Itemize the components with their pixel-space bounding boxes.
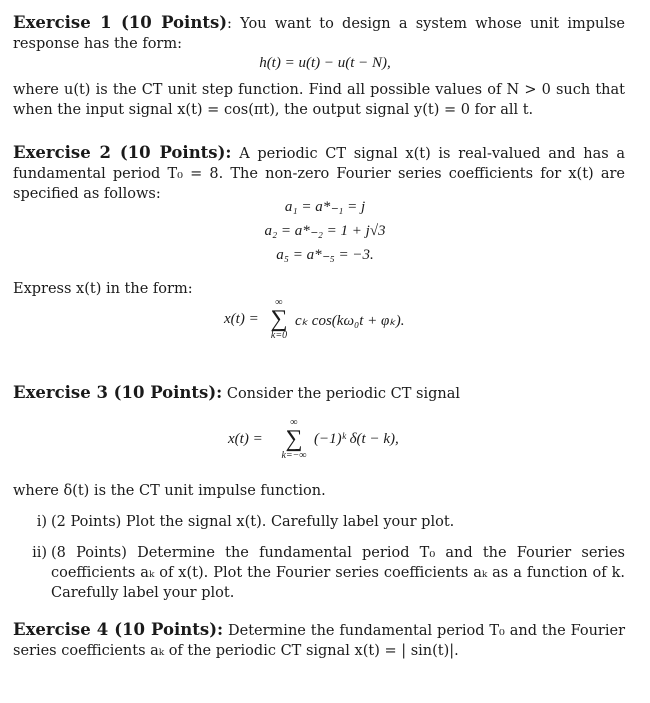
exercise-2-intro-text: A periodic CT signal x(t) is real-valued and has a fundamental period T₀ = 8. The non-zero Fourier series coefficients for x(t) are specified as follows: [13,146,625,202]
exercise-3-form-lhs: x(t) = [228,431,263,447]
exercise-1-intro-text: : You want to design a system whose unit impulse response has the form: [13,16,626,52]
exercise-2-express: Express x(t) in the form: [13,281,193,297]
exercise-4-body: Determine the fundamental period T₀ and the Fourier series coefficients aₖ of the periodic CT signal x(t) = | sin(t)|. [13,623,625,659]
exercise-2-coef-3: a₅ = a*₋₅ = −3. [276,247,374,263]
exercise-3-intro-text: Consider the periodic CT signal [222,386,461,402]
item-text: (8 Points) Determine the fundamental period T₀ and the Fourier series coefficients aₖ of x(t). Plot the Fourier series coefficients aₖ as a function of k. Carefully label your plot. [51,545,625,601]
exercise-2-form-rhs: cₖ cos(kω₀t + φₖ). [295,313,405,329]
exercise-2-coef-1: a₁ = a*₋₁ = j [284,199,366,215]
exercise-3-summation [276,417,312,461]
exercise-3-title: Exercise 3 (10 Points): [13,383,223,402]
exercise-2-coef-2: a₂ = a*₋₂ = 1 + j√3 [264,223,386,239]
exercise-4 [13,620,625,661]
sum-upper-limit: ∞ [275,297,283,308]
sum-lower-limit: k=−∞ [281,450,307,461]
item-text: (2 Points) Plot the signal x(t). Carefully label your plot. [51,514,455,530]
exercise-3-form-rhs: (−1)ᵏ δ(t − k), [314,431,399,447]
item-number: ii) [32,545,47,561]
exercise-3-where: where δ(t) is the CT unit impulse function. [13,483,326,499]
exercise-2-summation [266,297,292,341]
exercise-1-intro [13,13,625,54]
exercise-1-title: Exercise 1 (10 Points) [13,13,228,32]
exercise-3-item-1 [13,512,625,532]
exercise-1-equation: h(t) = u(t) − u(t − N), [259,55,391,71]
exercise-3-item-2 [13,543,625,603]
exercise-4-title: Exercise 4 (10 Points): [13,620,224,639]
exercise-1-body: where u(t) is the CT unit step function. Find all possible values of N > 0 such that when the input signal x(t) = cos(πt), the output signal y(t) = 0 for all t. [13,82,625,118]
item-number: i) [36,514,47,530]
sum-lower-limit: k=0 [270,330,288,341]
exercise-2-title: Exercise 2 (10 Points): [13,143,232,162]
summation-symbol: ∑ [270,306,288,332]
summation-symbol: ∑ [285,426,303,452]
sum-upper-limit: ∞ [290,417,298,428]
exercise-3-intro [13,383,625,404]
exercise-2-intro [13,143,625,204]
exercise-2-form-lhs: x(t) = [224,311,259,327]
